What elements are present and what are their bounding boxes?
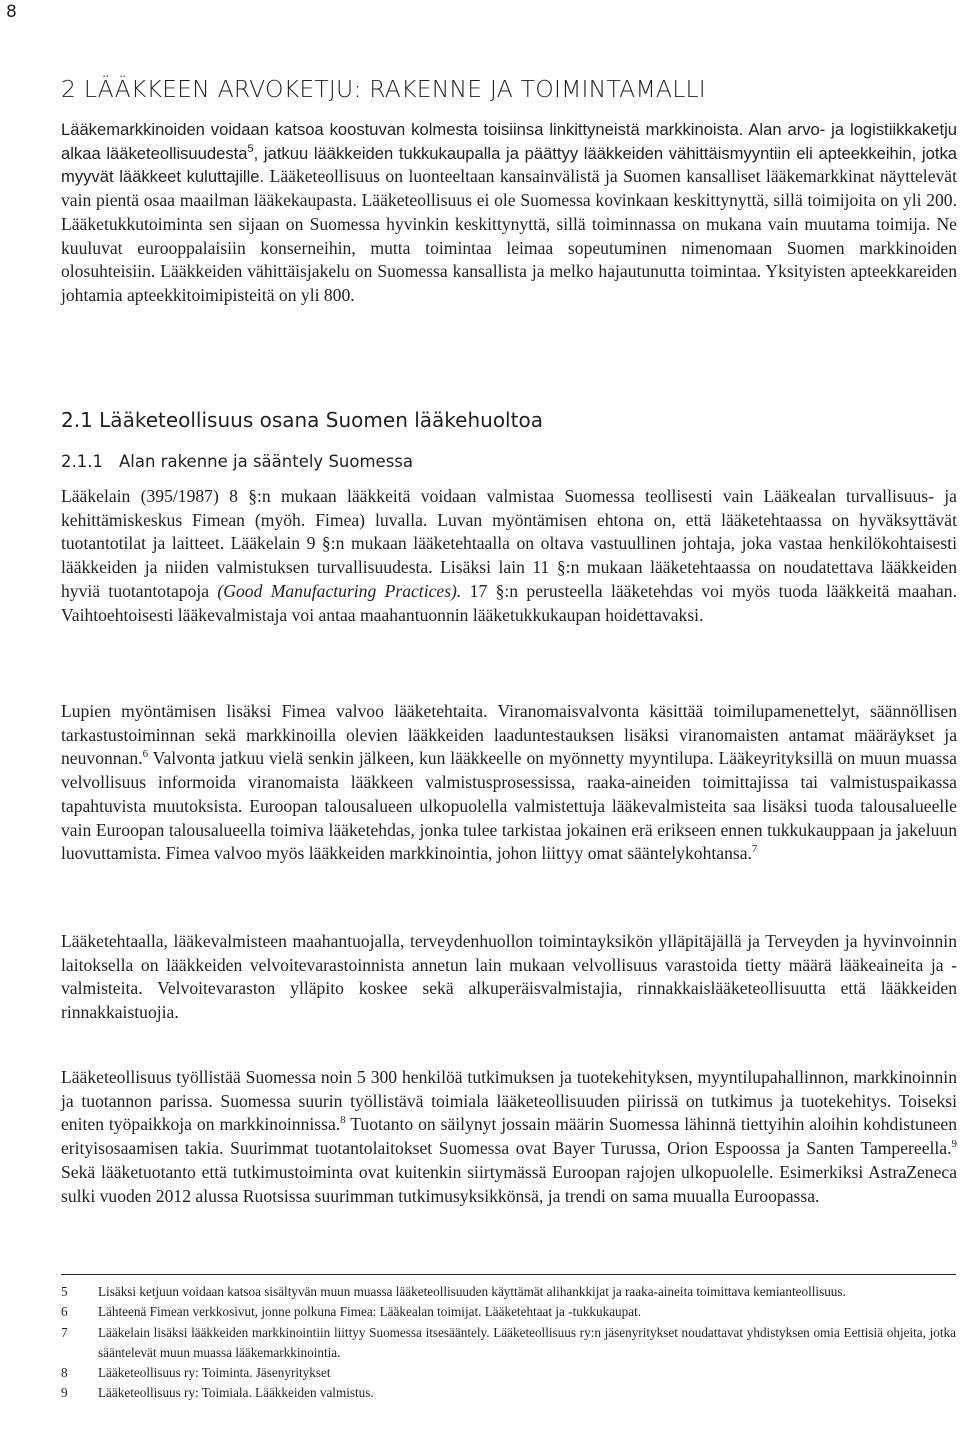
fimea-text-1: Lupien myöntämisen lisäksi Fimea valvoo lääketehtaita. Viranomaisvalvonta käsittää toimilupamenettelyt, säännöllisen tarkastustoiminnan sekä markkinoilla olevien lääkkeiden laaduntestauksen lisäksi viranomaisten antamat määräykset ja neuvonnan. [61,701,957,769]
footnote-number: 7 [61,1324,68,1340]
footnotes [61,1282,956,1404]
footnote-ref-6[interactable]: 6 [142,748,149,761]
section-heading: 2.1 Lääketeollisuus osana Suomen lääkehuoltoa [61,408,543,432]
footnote-item [61,1282,956,1302]
employment-paragraph [61,1066,957,1208]
footnote-ref-5[interactable]: 5 [247,142,254,155]
footnote-item [61,1383,956,1403]
footnote-text: Lääkelain lisäksi lääkkeiden markkinointiin liittyy Suomessa itsesääntely. Lääketeollisuus ry:n jäsenyritykset noudattavat yhdistyksen omia Eettisiä ohjeita, jotka sääntelevät muun muassa lääkemarkkinointia. [98,1324,956,1360]
subsection-heading [61,452,941,471]
subsection-title: Alan rakenne ja sääntely Suomessa [119,452,413,471]
law-italic-term: (Good Manufacturing Practices). [217,580,462,601]
fimea-paragraph [61,700,957,866]
law-paragraph [61,485,957,627]
footnote-item [61,1302,956,1322]
footnote-number: 5 [61,1284,68,1299]
footnote-text: Lääketeollisuus ry: Toimiala. Lääkkeiden valmistus. [98,1385,374,1401]
law-text-2: 17 §:n perusteella lääketehdas voi myös tuoda lääkkeitä maahan. Vaihtoehtoisesti lääkevalmistaja voi antaa maahantuonnin lääketukkukaupan hoidettavaksi. [61,580,957,625]
footnote-number: 9 [61,1385,68,1401]
footnote-text: Lääketeollisuus ry: Toiminta. Jäsenyritykset [98,1365,331,1381]
obligation-paragraph: Lääketehtaalla, lääkevalmisteen maahantuojalla, terveydenhuollon toimintayksikön ylläpitäjällä ja Terveyden ja hyvinvoinnin laitoksella on lääkkeiden velvoitevarastoinnista annetun lain mukaan velvollisuus varastoida tietty määrä lääkeaineita ja -valmisteita. Velvoitevaraston ylläpito koskee sekä alkuperäisvalmistajia, rinnakkaislääketeollisuutta että lääkkeiden rinnakkaistuojia. [61,931,957,1023]
subsection-number: 2.1.1 [61,452,103,471]
footnote-item [61,1363,956,1383]
page-number: 8 [6,2,17,22]
employment-text-3: Sekä lääketuotanto että tutkimustoiminta ovat kuitenkin siirtymässä Euroopan rajojen ulkopuolelle. Esimerkiksi AstraZeneca sulki vuoden 2012 alussa Ruotsissa suurimman tutkimusyksikkönsä, ja trendi on sama muualla Euroopassa. [61,1161,957,1206]
employment-text-1: Lääketeollisuus työllistää Suomessa noin 5 300 henkilöä tutkimuksen ja tuotekehityksen, myyntilupahallinnon, markkinoinnin ja tuotannon parissa. Suomessa suurin työllistävä toimiala lääketeollisuuden piirissä on tutkimus ja tuotekehitys. Toiseksi eniten työpaikkoja on markkinoinnissa. [61,1067,957,1135]
chapter-heading: 2 LÄÄKKEEN ARVOKETJU: RAKENNE JA TOIMINTAMALLI [61,75,706,103]
footnote-item [61,1323,956,1364]
employment-text-2: Tuotanto on säilynyt jossain määrin Suomessa lähinnä tiettyihin aloihin kohdistuneen erityisosaamisen takia. Suurimmat tuotantolaitokset Suomessa ovat Bayer Turussa, Orion Espoossa ja Santen Tampereella. [61,1114,957,1159]
intro-sentence-1: Lääkemarkkinoiden voidaan katsoa koostuvan kolmesta toisiinsa linkittyneistä markkinoista. Alan arvo- ja logistiikkaketju alkaa lääketeollisuudesta [61,120,957,163]
fimea-text-2: Valvonta jatkuu vielä senkin jälkeen, kun lääkkeelle on myönnetty myyntilupa. Lääkeyrityksillä on muun muassa velvollisuus informoida viranomaista lääkkeen valmistusprosessissa, raaka-aineiden toimittajissa tai valmistuspaikassa tapahtuvista muutoksista. Euroopan talousalueen ulkopuolella valmistettuja lääkevalmisteita saa lisäksi tuoda talousalueelle vain Euroopan talousalueella toimiva lääketehdas, jonka tulee tarkistaa jokainen erä erikseen ennen tukkukauppaan ja jakeluun luovuttamista. Fimea valvoo myös lääkkeiden markkinointia, johon liittyy omat sääntelykohtansa. [61,748,957,864]
footnote-divider [61,1274,956,1275]
footnote-ref-9[interactable]: 9 [951,1138,957,1151]
intro-sentence-3: Lääketeollisuus on luonteeltaan kansainvälistä ja Suomen kansalliset lääkemarkkinat näyttelevät vain pientä osaa maailman lääkekaupasta. Lääketeollisuus ei ole Suomessa kovinkaan keskittynyttä, sillä toimijoita on yli 200. Lääketukkutoiminta sen sijaan on Suomessa hyvinkin keskittynyttä, sillä toiminnassa on mukana vain muutama toimija. Ne kuuluvat eurooppalaisiin konserneihin, mutta toimintaa leimaa sopeutuminen nimenomaan Suomen markkinoiden olosuhteisiin. Lääkkeiden vähittäisjakelu on Suomessa kansallista ja melko hajautunutta toimintaa. Yksityisten apteekkareiden johtamia apteekkitoimipisteitä on yli 800. [61,166,957,305]
intro-paragraph [61,118,957,308]
footnote-number: 8 [61,1365,68,1381]
footnote-text: Lisäksi ketjuun voidaan katsoa sisältyvän muun muassa lääketeollisuuden käyttämät alihankkijat ja raaka-aineita toimittava kemianteollisuus. [98,1284,846,1299]
footnote-text: Lähteenä Fimean verkkosivut, jonne polkuna Fimea: Lääkealan toimijat. Lääketehtaat ja -tukkukaupat. [98,1304,642,1320]
law-text-1: Lääkelain (395/1987) 8 §:n mukaan lääkkeitä voidaan valmistaa Suomessa teollisesti vain Lääkealan turvallisuus- ja kehittämiskeskus Fimean (myöh. Fimea) luvalla. Luvan myöntämisen ehtona on, että lääketehtaassa on hyväksyttävät tuotantotilat ja laitteet. Lääkelain 9 §:n mukaan lääketehtaalla on oltava vastuullinen johtaja, joka vastaa henkilökohtaisesti lääkkeiden ja niiden valmistuksen turvallisuudesta. Lisäksi lain 11 §:n mukaan lääketehtaassa on noudatettava lääkkeiden hyviä tuotantotapoja [61,486,957,601]
intro-sentence-2: , jatkuu lääkkeiden tukkukaupalla ja päättyy lääkkeiden vähittäismyyntiin eli apteekkeihin, jotka myyvät lääkkeet kuluttajille. [61,143,957,187]
footnote-ref-8[interactable]: 8 [340,1114,346,1127]
footnote-ref-7[interactable]: 7 [751,843,758,856]
footnote-number: 6 [61,1304,68,1320]
